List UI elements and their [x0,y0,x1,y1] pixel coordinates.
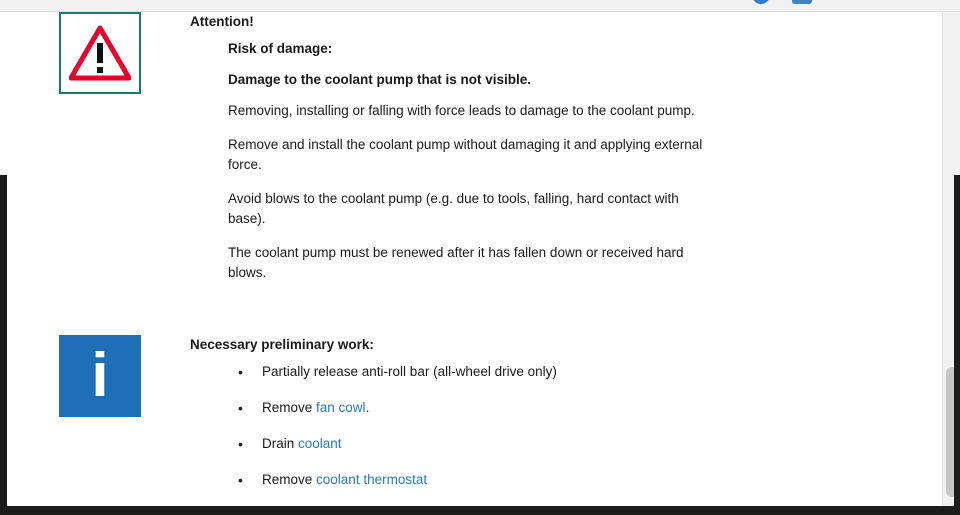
list-item [190,434,922,454]
list-item-text: Remove [262,400,317,415]
toolbar-icon-group [752,0,812,4]
browser-toolbar-strip [0,0,960,12]
link-coolant-thermostat[interactable]: coolant thermostat [316,472,428,487]
document-page [10,12,942,506]
info-block [10,335,922,506]
list-item [190,362,922,382]
window-icon[interactable] [792,0,812,4]
window-bottom-edge [0,506,960,515]
info-text-column [190,335,922,506]
bullet-icon: • [238,364,243,380]
list-item [190,470,922,490]
warning-icon-column [10,12,190,283]
warning-triangle-icon [59,12,141,94]
bullet-icon: • [238,436,243,452]
prelim-work-heading: Necessary preliminary work: [190,337,374,352]
link-fan-cowl[interactable]: fan cowl [316,400,366,415]
warning-block [10,12,922,283]
warning-paragraph-3: Avoid blows to the coolant pump (e.g. due to tools, falling, hard contact with base). [228,191,679,226]
warning-paragraph-2: Remove and install the coolant pump without damaging it and applying external force. [228,137,703,172]
list-item-text: Remove [262,472,317,487]
info-glyph: i [91,341,109,410]
warning-text-column [190,12,922,283]
warning-paragraph-1: Removing, installing or falling with force leads to damage to the coolant pump. [228,103,695,118]
window-right-dark-edge [954,175,960,515]
bullet-icon: • [238,472,243,488]
link-coolant[interactable]: coolant [298,436,342,451]
account-icon[interactable] [752,0,770,4]
list-item [190,398,922,418]
list-item-text: Drain [262,436,299,451]
window-left-dark-edge [0,175,7,515]
warning-bold-note: Damage to the coolant pump that is not visible. [228,72,532,87]
prelim-work-list [190,362,922,490]
bullet-icon: • [238,400,243,416]
info-icon-column [10,335,190,506]
warning-paragraph-4: The coolant pump must be renewed after it has fallen down or received hard blows. [228,245,684,280]
list-item-text: Partially release anti-roll bar (all-wheel drive only) [262,364,557,379]
warning-subheading: Risk of damage: [228,41,333,56]
list-item-suffix: . [365,400,370,415]
info-icon [59,335,141,417]
warning-heading: Attention! [190,14,254,29]
